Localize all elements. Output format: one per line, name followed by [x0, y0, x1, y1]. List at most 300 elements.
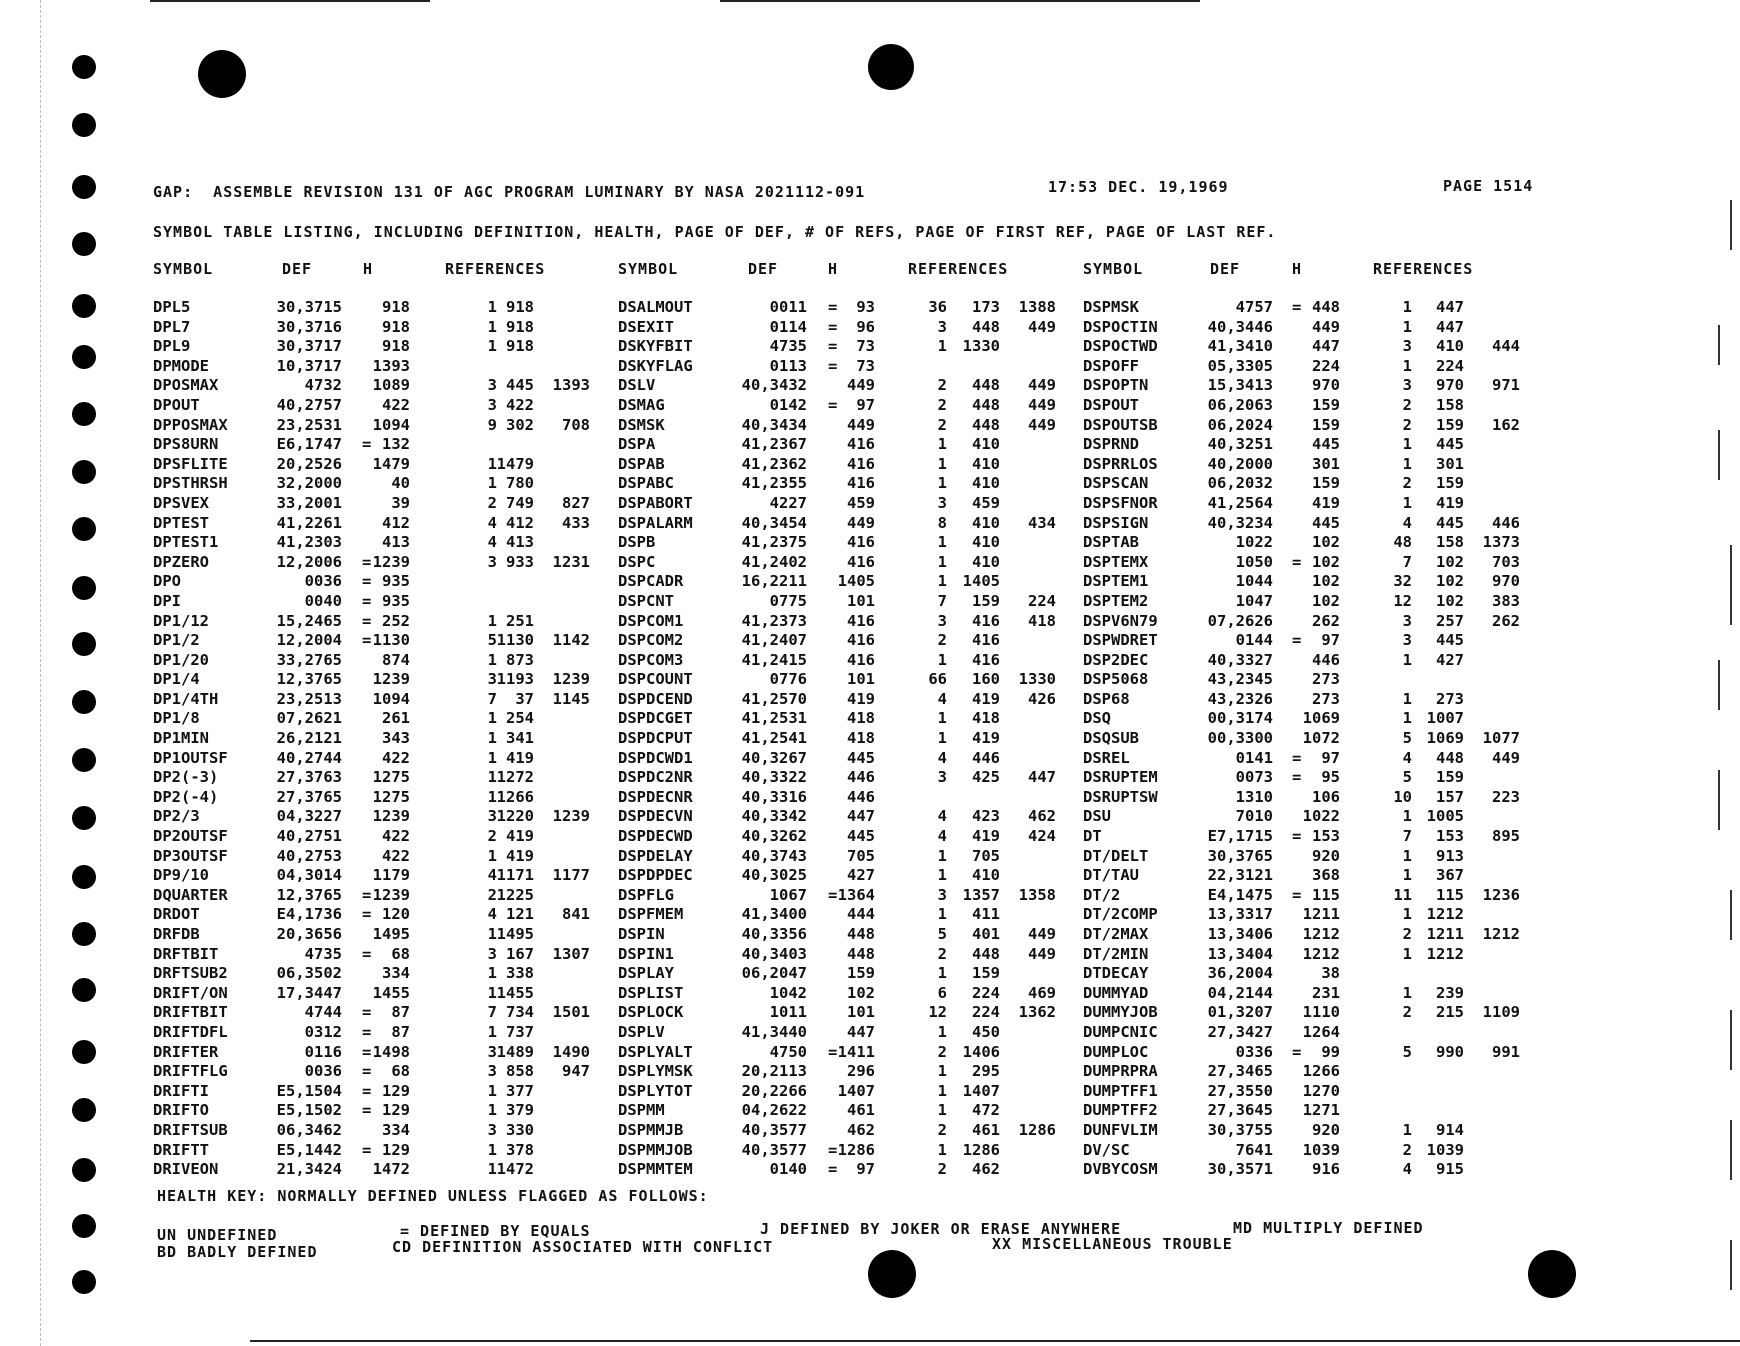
ref-count-cell: 1: [937, 1022, 947, 1041]
feed-hole: [72, 1270, 96, 1294]
last-ref-cell: 827: [562, 493, 590, 512]
symbol-cell: DSPDELAY: [618, 846, 693, 865]
ref-count-cell: 7: [487, 1003, 497, 1022]
ref-count-cell: 2: [1402, 925, 1412, 943]
symbol-cell: DSPLYALT: [618, 1042, 693, 1061]
listing-time: 17:53 DEC. 19,1969: [1048, 178, 1229, 196]
health-cell: =: [1292, 1042, 1302, 1061]
def-cell: 07,2626: [1207, 611, 1273, 630]
ref-count-cell: 1: [1402, 317, 1412, 336]
def-page-cell: 262: [1312, 611, 1340, 630]
ref-count-cell: 7: [1402, 552, 1412, 571]
punch-hole-top-center: [868, 44, 914, 90]
symbol-cell: DSP5068: [1083, 670, 1149, 689]
first-ref-cell: 1069: [1426, 729, 1464, 748]
symbol-cell: DP1/8: [153, 709, 200, 728]
def-page-cell: 446: [1312, 650, 1340, 669]
symbol-cell: DPMODE: [153, 356, 209, 375]
health-cell: =: [828, 356, 838, 375]
first-ref-cell: 1212: [1426, 944, 1464, 963]
col-def-3: DEF: [1210, 260, 1241, 278]
symbol-cell: DSPLIST: [618, 983, 684, 1002]
def-page-cell: 87: [391, 1022, 410, 1041]
def-cell: 40,3025: [741, 866, 807, 885]
def-page-cell: 461: [847, 1101, 875, 1120]
symbol-cell: DSPCNT: [618, 591, 674, 610]
first-ref-cell: 330: [506, 1120, 534, 1139]
def-page-cell: 1239: [372, 807, 410, 826]
health-key-un: UN UNDEFINED: [157, 1226, 278, 1244]
first-ref-cell: 121: [506, 905, 534, 924]
feed-hole: [72, 690, 96, 714]
ref-count-cell: 2: [1402, 415, 1412, 434]
def-cell: 00,3174: [1207, 709, 1273, 728]
def-page-cell: 935: [382, 591, 410, 610]
first-ref-cell: 913: [1436, 846, 1464, 865]
symbol-cell: DP2OUTSF: [153, 827, 228, 846]
def-cell: 0116: [304, 1042, 342, 1061]
feed-hole: [72, 113, 96, 137]
right-margin-mark: [1712, 545, 1732, 625]
def-cell: 0011: [769, 298, 807, 316]
def-page-cell: 705: [847, 846, 875, 865]
ref-count-cell: 2: [1402, 395, 1412, 414]
health-cell: =: [362, 905, 372, 924]
ref-count-cell: 3: [937, 317, 947, 336]
health-cell: =: [828, 885, 838, 904]
symbol-cell: DSPLOCK: [618, 1003, 684, 1022]
def-cell: 0036: [304, 1062, 342, 1081]
first-ref-cell: 1495: [496, 925, 534, 943]
last-ref-cell: 449: [1028, 415, 1056, 434]
symbol-cell: DSPMMJOB: [618, 1140, 693, 1159]
def-cell: 30,3715: [276, 298, 342, 316]
ref-count-cell: 1: [1402, 356, 1412, 375]
last-ref-cell: 1501: [552, 1003, 590, 1022]
ref-count-cell: 1: [487, 748, 497, 767]
feed-hole: [72, 806, 96, 830]
first-ref-cell: 933: [506, 552, 534, 571]
first-ref-cell: 461: [972, 1120, 1000, 1139]
def-page-cell: 418: [847, 729, 875, 748]
first-ref-cell: 419: [506, 846, 534, 865]
def-cell: 43,2326: [1207, 689, 1273, 708]
def-page-cell: 95: [1321, 768, 1340, 787]
def-page-cell: 416: [847, 631, 875, 650]
first-ref-cell: 459: [972, 493, 1000, 512]
first-ref-cell: 379: [506, 1101, 534, 1120]
ref-count-cell: 2: [487, 827, 497, 846]
health-cell: =: [1292, 631, 1302, 650]
def-page-cell: 1472: [372, 1160, 410, 1179]
def-cell: E4,1736: [276, 905, 342, 924]
right-margin-mark: [1700, 430, 1720, 480]
def-cell: 30,3716: [276, 317, 342, 336]
first-ref-cell: 447: [1436, 298, 1464, 316]
def-cell: 7010: [1235, 807, 1273, 826]
def-cell: 27,3645: [1207, 1101, 1273, 1120]
symbol-cell: DPL7: [153, 317, 191, 336]
def-page-cell: 1407: [837, 1081, 875, 1100]
def-page-cell: 874: [382, 650, 410, 669]
def-page-cell: 159: [1312, 395, 1340, 414]
first-ref-cell: 1407: [962, 1081, 1000, 1100]
first-ref-cell: 1266: [496, 787, 534, 806]
def-page-cell: 1110: [1302, 1003, 1340, 1022]
ref-count-cell: 3: [487, 1042, 497, 1061]
def-page-cell: 446: [847, 787, 875, 806]
listing-title: GAP: ASSEMBLE REVISION 131 OF AGC PROGRAM LUMINARY BY NASA 2021112-091: [153, 183, 866, 201]
ref-count-cell: 1: [487, 1140, 497, 1159]
health-cell: =: [828, 1140, 838, 1159]
def-cell: 17,3447: [276, 983, 342, 1002]
def-page-cell: 416: [847, 435, 875, 454]
first-ref-cell: 448: [972, 395, 1000, 414]
ref-count-cell: 1: [487, 1101, 497, 1120]
ref-count-cell: 1: [937, 1140, 947, 1159]
first-ref-cell: 422: [506, 395, 534, 414]
first-ref-cell: 410: [972, 866, 1000, 885]
def-cell: 41,2402: [741, 552, 807, 571]
def-page-cell: 68: [391, 1062, 410, 1081]
def-page-cell: 445: [1312, 513, 1340, 532]
health-cell: =: [362, 1042, 372, 1061]
def-cell: 4735: [304, 944, 342, 963]
feed-hole: [72, 1098, 96, 1122]
def-cell: 1042: [769, 983, 807, 1002]
def-cell: 15,2465: [276, 611, 342, 630]
ref-count-cell: 1: [487, 1022, 497, 1041]
def-cell: 1067: [769, 885, 807, 904]
def-cell: 41,2531: [741, 709, 807, 728]
symbol-cell: DSPV6N79: [1083, 611, 1158, 630]
ref-count-cell: 2: [937, 1042, 947, 1061]
def-cell: 1047: [1235, 591, 1273, 610]
def-page-cell: 334: [382, 1120, 410, 1139]
def-cell: 07,2621: [276, 709, 342, 728]
symbol-cell: DRIFT/ON: [153, 983, 228, 1002]
last-ref-cell: 1362: [1018, 1003, 1056, 1022]
first-ref-cell: 749: [506, 493, 534, 512]
def-page-cell: 1364: [837, 885, 875, 904]
def-cell: 7641: [1235, 1140, 1273, 1159]
feed-hole: [72, 865, 96, 889]
first-ref-cell: 705: [972, 846, 1000, 865]
ref-count-cell: 3: [487, 376, 497, 395]
symbol-cell: DSPIN: [618, 925, 665, 943]
def-page-cell: 301: [1312, 454, 1340, 473]
symbol-cell: DRIFTER: [153, 1042, 219, 1061]
first-ref-cell: 159: [972, 964, 1000, 983]
last-ref-cell: 418: [1028, 611, 1056, 630]
health-cell: =: [828, 395, 838, 414]
last-ref-cell: 1239: [552, 807, 590, 826]
last-ref-cell: 1077: [1482, 729, 1520, 748]
ref-count-cell: 1: [487, 964, 497, 983]
def-page-cell: 102: [1312, 533, 1340, 552]
symbol-cell: DSPSCAN: [1083, 474, 1149, 493]
symbol-cell: DSPOPTN: [1083, 376, 1149, 395]
def-cell: 40,2000: [1207, 454, 1273, 473]
ref-count-cell: 1: [937, 905, 947, 924]
first-ref-cell: 411: [972, 905, 1000, 924]
ref-count-cell: 1: [487, 454, 497, 473]
def-cell: 40,3434: [741, 415, 807, 434]
def-cell: 06,2047: [741, 964, 807, 983]
def-cell: 40,3342: [741, 807, 807, 826]
first-ref-cell: 158: [1436, 395, 1464, 414]
feed-hole: [72, 175, 96, 199]
feed-hole: [72, 1158, 96, 1182]
right-margin-mark: [1700, 770, 1720, 830]
health-key-md: MD MULTIPLY DEFINED: [1233, 1219, 1424, 1237]
symbol-cell: DPSVEX: [153, 493, 209, 512]
symbol-cell: DPSFLITE: [153, 454, 228, 473]
def-page-cell: 446: [847, 768, 875, 787]
first-ref-cell: 224: [1436, 356, 1464, 375]
def-cell: 23,2513: [276, 689, 342, 708]
first-ref-cell: 102: [1436, 572, 1464, 591]
symbol-cell: DRIFTFLG: [153, 1062, 228, 1081]
ref-count-cell: 2: [1402, 1003, 1412, 1022]
col-symbol-3: SYMBOL: [1083, 260, 1144, 278]
symbol-cell: DRIFTSUB: [153, 1120, 228, 1139]
ref-count-cell: 1: [1402, 709, 1412, 728]
def-cell: 40,3262: [741, 827, 807, 846]
first-ref-cell: 413: [506, 533, 534, 552]
symbol-cell: DSPC: [618, 552, 656, 571]
health-cell: =: [828, 317, 838, 336]
first-ref-cell: 301: [1436, 454, 1464, 473]
first-ref-cell: 1193: [496, 670, 534, 689]
def-cell: 06,2024: [1207, 415, 1273, 434]
page-number: PAGE 1514: [1443, 177, 1534, 195]
first-ref-cell: 737: [506, 1022, 534, 1041]
def-page-cell: 97: [856, 395, 875, 414]
symbol-cell: DPZERO: [153, 552, 209, 571]
symbol-cell: DUMPRPRA: [1083, 1062, 1158, 1081]
symbol-cell: DRIFTO: [153, 1101, 209, 1120]
last-ref-cell: 383: [1492, 591, 1520, 610]
def-page-cell: 1411: [837, 1042, 875, 1061]
def-page-cell: 416: [847, 533, 875, 552]
first-ref-cell: 224: [972, 1003, 1000, 1022]
def-cell: 41,3410: [1207, 337, 1273, 356]
def-cell: 4757: [1235, 298, 1273, 316]
def-cell: 01,3207: [1207, 1003, 1273, 1022]
def-page-cell: 159: [1312, 474, 1340, 493]
first-ref-cell: 153: [1436, 827, 1464, 846]
ref-count-cell: 1: [1402, 1120, 1412, 1139]
symbol-cell: DP1MIN: [153, 729, 209, 748]
first-ref-cell: 416: [972, 631, 1000, 650]
def-cell: 30,3717: [276, 337, 342, 356]
def-page-cell: 1022: [1302, 807, 1340, 826]
symbol-cell: DUMMYAD: [1083, 983, 1149, 1002]
feed-hole: [72, 922, 96, 946]
top-rule-right: [720, 0, 1200, 2]
def-cell: 30,3765: [1207, 846, 1273, 865]
def-page-cell: 447: [847, 1022, 875, 1041]
ref-count-cell: 2: [937, 1160, 947, 1179]
ref-count-cell: 1: [1402, 905, 1412, 924]
first-ref-cell: 160: [972, 670, 1000, 689]
feed-hole: [72, 632, 96, 656]
symbol-cell: DUMPLOC: [1083, 1042, 1149, 1061]
symbol-cell: DSPCOM3: [618, 650, 684, 669]
def-page-cell: 445: [1312, 435, 1340, 454]
ref-count-cell: 12: [928, 1003, 947, 1022]
def-page-cell: 462: [847, 1120, 875, 1139]
symbol-cell: DUMPTFF2: [1083, 1101, 1158, 1120]
symbol-cell: DSPDECVN: [618, 807, 693, 826]
symbol-cell: DSREL: [1083, 748, 1130, 767]
ref-count-cell: 7: [937, 591, 947, 610]
def-page-cell: 1239: [372, 670, 410, 689]
symbol-cell: DSPOUT: [1083, 395, 1139, 414]
top-rule-left: [150, 0, 430, 2]
def-page-cell: 1179: [372, 866, 410, 885]
symbol-cell: DSPAB: [618, 454, 665, 473]
def-cell: 12,3765: [276, 885, 342, 904]
symbol-cell: DP1/12: [153, 611, 209, 630]
last-ref-cell: 1231: [552, 552, 590, 571]
def-cell: 41,2261: [276, 513, 342, 532]
first-ref-cell: 1330: [962, 337, 1000, 356]
symbol-cell: DSPTEM1: [1083, 572, 1149, 591]
def-page-cell: 273: [1312, 689, 1340, 708]
def-page-cell: 368: [1312, 866, 1340, 885]
ref-count-cell: 1: [1402, 689, 1412, 708]
ref-count-cell: 1: [487, 709, 497, 728]
def-page-cell: 422: [382, 748, 410, 767]
health-cell: =: [828, 298, 838, 316]
first-ref-cell: 734: [506, 1003, 534, 1022]
first-ref-cell: 1225: [496, 885, 534, 904]
first-ref-cell: 1489: [496, 1042, 534, 1061]
symbol-cell: DSPABC: [618, 474, 674, 493]
first-ref-cell: 419: [972, 827, 1000, 846]
def-cell: 0312: [304, 1022, 342, 1041]
symbol-cell: DP1/4TH: [153, 689, 219, 708]
health-cell: =: [362, 631, 372, 650]
ref-count-cell: 5: [937, 925, 947, 943]
symbol-cell: DT/DELT: [1083, 846, 1149, 865]
def-cell: 41,3400: [741, 905, 807, 924]
health-cell: =: [362, 1140, 372, 1159]
def-page-cell: 1212: [1302, 925, 1340, 943]
first-ref-cell: 257: [1436, 611, 1464, 630]
symbol-cell: DPO: [153, 572, 181, 591]
ref-count-cell: 5: [487, 631, 497, 650]
symbol-cell: DSPDC2NR: [618, 768, 693, 787]
health-cell: =: [1292, 827, 1302, 846]
last-ref-cell: 1212: [1482, 925, 1520, 943]
def-cell: 40,3234: [1207, 513, 1273, 532]
first-ref-cell: 37: [515, 689, 534, 708]
ref-count-cell: 9: [487, 415, 497, 434]
symbol-cell: DSP68: [1083, 689, 1130, 708]
def-page-cell: 1069: [1302, 709, 1340, 728]
def-cell: 20,2526: [276, 454, 342, 473]
last-ref-cell: 433: [562, 513, 590, 532]
def-cell: 40,2744: [276, 748, 342, 767]
last-ref-cell: 1239: [552, 670, 590, 689]
ref-count-cell: 2: [937, 376, 947, 395]
def-cell: 0036: [304, 572, 342, 591]
col-refs-3: REFERENCES: [1373, 260, 1474, 278]
ref-count-cell: 1: [487, 611, 497, 630]
def-cell: 4227: [769, 493, 807, 512]
def-cell: 0775: [769, 591, 807, 610]
ref-count-cell: 4: [1402, 748, 1412, 767]
symbol-cell: DSPDCGET: [618, 709, 693, 728]
first-ref-cell: 157: [1436, 787, 1464, 806]
first-ref-cell: 251: [506, 611, 534, 630]
symbol-cell: DVBYCOSM: [1083, 1160, 1158, 1179]
right-margin-mark: [1712, 1120, 1732, 1180]
health-cell: =: [1292, 552, 1302, 571]
def-cell: 41,2564: [1207, 493, 1273, 512]
def-cell: 06,2032: [1207, 474, 1273, 493]
def-page-cell: 97: [1321, 748, 1340, 767]
feed-hole: [72, 345, 96, 369]
def-page-cell: 449: [847, 513, 875, 532]
symbol-cell: DP1/2: [153, 631, 200, 650]
health-cell: =: [362, 611, 372, 630]
last-ref-cell: 449: [1028, 944, 1056, 963]
first-ref-cell: 450: [972, 1022, 1000, 1041]
def-page-cell: 918: [382, 317, 410, 336]
ref-count-cell: 4: [937, 689, 947, 708]
def-cell: 41,2362: [741, 454, 807, 473]
ref-count-cell: 2: [487, 493, 497, 512]
symbol-cell: DTDECAY: [1083, 964, 1149, 983]
ref-count-cell: 10: [1393, 787, 1412, 806]
first-ref-cell: 115: [1436, 885, 1464, 904]
def-cell: 15,3413: [1207, 376, 1273, 395]
def-page-cell: 416: [847, 552, 875, 571]
feed-hole: [72, 294, 96, 318]
def-page-cell: 115: [1312, 885, 1340, 904]
first-ref-cell: 410: [972, 454, 1000, 473]
def-page-cell: 1479: [372, 454, 410, 473]
def-page-cell: 422: [382, 846, 410, 865]
ref-count-cell: 1: [487, 925, 497, 943]
first-ref-cell: 410: [972, 513, 1000, 532]
ref-count-cell: 1: [937, 435, 947, 454]
symbol-cell: DSKYFBIT: [618, 337, 693, 356]
def-page-cell: 413: [382, 533, 410, 552]
first-ref-cell: 418: [972, 709, 1000, 728]
first-ref-cell: 159: [1436, 415, 1464, 434]
def-page-cell: 101: [847, 591, 875, 610]
def-cell: 22,3121: [1207, 866, 1273, 885]
first-ref-cell: 419: [1436, 493, 1464, 512]
def-page-cell: 102: [847, 983, 875, 1002]
first-ref-cell: 427: [1436, 650, 1464, 669]
first-ref-cell: 1405: [962, 572, 1000, 591]
health-cell: =: [828, 1160, 838, 1179]
first-ref-cell: 445: [1436, 631, 1464, 650]
right-margin-mark: [1700, 325, 1720, 365]
health-cell: =: [362, 1022, 372, 1041]
feed-hole: [72, 1214, 96, 1238]
ref-count-cell: 1: [937, 964, 947, 983]
ref-count-cell: 1: [487, 983, 497, 1002]
def-cell: 0113: [769, 356, 807, 375]
first-ref-cell: 1007: [1426, 709, 1464, 728]
